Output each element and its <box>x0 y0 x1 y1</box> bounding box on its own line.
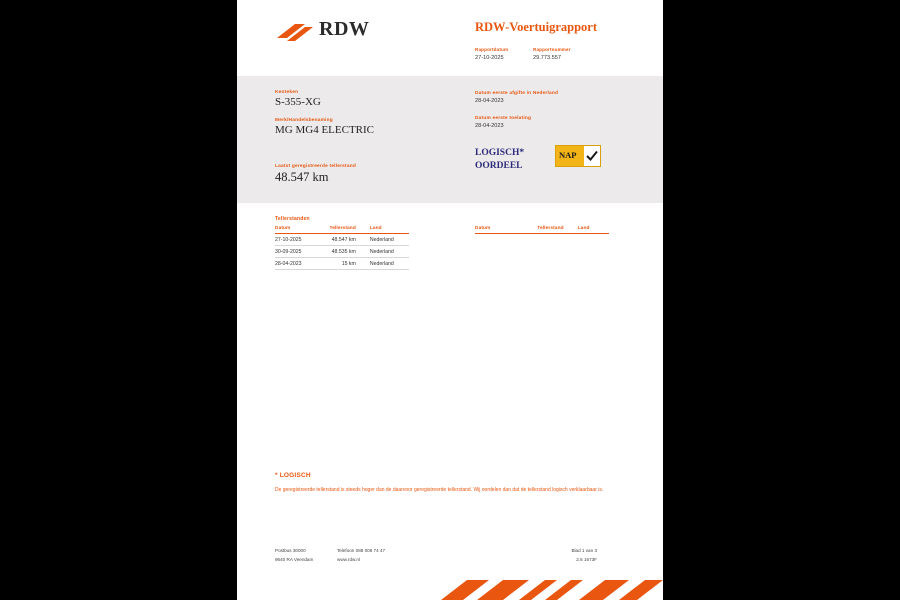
page-footer <box>275 546 623 564</box>
footer-address-line-1: Postbus 30000 <box>275 548 306 553</box>
last-mileage-label: Laatst geregistreerde tellerstand <box>275 164 356 169</box>
cell-land: Nederland <box>362 234 409 246</box>
verdict-line-2: OORDEEL <box>475 161 523 171</box>
report-title: RDW-Voertuigrapport <box>475 20 597 34</box>
table-row <box>275 246 409 258</box>
report-meta <box>475 46 655 64</box>
cell-tellerstand: 15 km <box>314 258 362 270</box>
rdw-chevron-logo-icon <box>275 22 315 44</box>
odometer-section-title: Tellerstanden <box>275 216 310 222</box>
verdict-line-1: LOGISCH* <box>475 148 525 158</box>
rdw-logo-text: RDW <box>319 18 370 40</box>
verdict-text <box>475 147 524 173</box>
plate-label: Kenteken <box>275 90 299 95</box>
column-header-land: Land <box>570 226 609 234</box>
odometer-table-left <box>275 226 409 270</box>
column-header-tellerstand: Tellerstand <box>506 226 570 234</box>
footnote-title: * LOGISCH <box>275 472 311 479</box>
footer-form-code: 2.6 1673F <box>576 557 597 562</box>
model-label: Merk/Handelsbenaming <box>275 118 333 123</box>
first-approval-field <box>475 116 531 131</box>
footer-pagination <box>537 546 597 564</box>
check-mark-icon <box>584 146 600 166</box>
rdw-logo <box>275 18 405 52</box>
column-header-tellerstand: Tellerstand <box>314 226 362 234</box>
odometer-table-right <box>475 226 609 234</box>
first-approval-value: 28-04-2023 <box>475 123 504 129</box>
meta-report-number <box>533 46 633 63</box>
model-value: MG MG4 ELECTRIC <box>275 124 374 136</box>
nap-badge-label: NAP <box>559 150 577 160</box>
footer-phone: Telefoon 088 008 74 47 <box>337 548 386 553</box>
footer-stripes-decoration <box>237 574 663 600</box>
column-header-land: Land <box>362 226 409 234</box>
column-header-datum: Datum <box>475 226 506 234</box>
first-admission-label: Datum eerste afgifte in Nederland <box>475 91 559 96</box>
footnote-body: De geregistreerde tellerstand is steeds hoger dan de daarvoor geregistreerde tellerstand. Wij oordelen dan dat de tellerstand logisch verklaarbaar is. <box>275 487 604 493</box>
column-header-datum: Datum <box>275 226 314 234</box>
meta-report-date-label: Rapportdatum <box>475 47 509 52</box>
first-admission-field <box>475 91 558 106</box>
footer-contact <box>337 546 537 564</box>
footer-address <box>275 546 337 564</box>
cell-tellerstand: 48.535 km <box>314 246 362 258</box>
meta-report-date-value: 27-10-2025 <box>475 55 504 61</box>
footnote-block <box>275 472 605 495</box>
model-field <box>275 118 374 136</box>
cell-tellerstand: 48.547 km <box>314 234 362 246</box>
meta-report-date <box>475 46 533 63</box>
table-header-row <box>475 226 609 234</box>
footer-website[interactable]: www.rdw.nl <box>337 557 360 562</box>
footer-address-line-2: 9640 RA Veendam <box>275 557 314 562</box>
plate-value: S-355-XG <box>275 96 321 108</box>
table-row <box>275 234 409 246</box>
cell-datum: 28-04-2023 <box>275 258 314 270</box>
cell-land: Nederland <box>362 246 409 258</box>
meta-report-number-value: 29.773.557 <box>533 55 561 61</box>
document-page <box>237 0 663 600</box>
last-mileage-value: 48.547 km <box>275 170 329 184</box>
last-mileage-field <box>275 164 356 185</box>
cell-land: Nederland <box>362 258 409 270</box>
meta-report-number-label: Rapportnummer <box>533 47 571 52</box>
first-admission-value: 28-04-2023 <box>475 98 504 104</box>
footer-page-number: Blad 1 van 3 <box>571 548 597 553</box>
cell-datum: 30-09-2025 <box>275 246 314 258</box>
first-approval-label: Datum eerste toelating <box>475 116 532 121</box>
table-header-row <box>275 226 409 234</box>
cell-datum: 27-10-2025 <box>275 234 314 246</box>
plate-field <box>275 90 321 108</box>
table-row <box>275 258 409 270</box>
nap-badge <box>555 145 601 167</box>
